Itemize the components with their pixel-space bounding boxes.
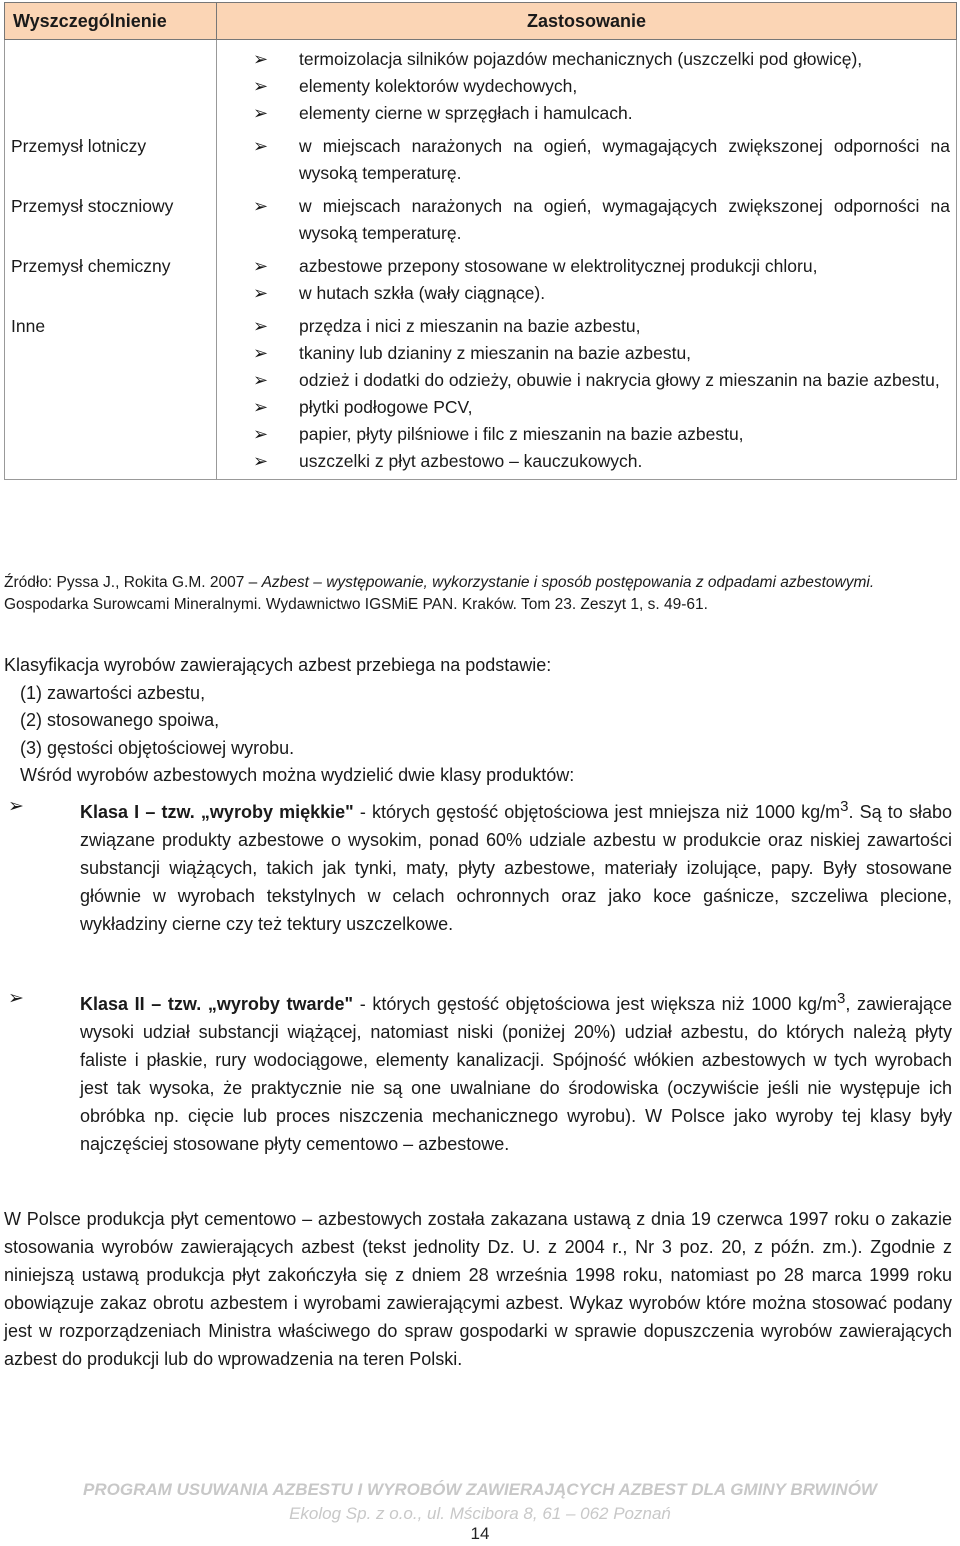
list-item <box>253 73 950 100</box>
list-item-text: termoizolacja silników pojazdów mechanicznych (uszczelki pod głowicę), <box>299 49 863 69</box>
class-2-paragraph <box>4 985 952 1158</box>
arrow-bullet-icon: ➢ <box>253 424 269 444</box>
classification-section <box>4 652 956 790</box>
table-row <box>5 40 957 128</box>
application-list <box>253 313 950 475</box>
application-list <box>253 253 950 307</box>
list-item-text: w hutach szkła (wały ciągnące). <box>299 283 546 303</box>
list-item-text: papier, płyty pilśniowe i filc z mieszanin na bazie azbestu, <box>299 424 744 444</box>
list-item <box>253 253 950 280</box>
list-item-text: odzież i dodatki do odzieży, obuwie i nakrycia głowy z mieszanin na bazie azbestu, <box>299 370 940 390</box>
list-item <box>253 133 950 187</box>
class-1-paragraph <box>4 793 952 938</box>
list-item-text: azbestowe przepony stosowane w elektrolitycznej produkcji chloru, <box>299 256 818 276</box>
arrow-bullet-icon: ➢ <box>253 49 269 69</box>
class-1-text-rest: . Są to słabo związane produkty azbestowe o wysokim, ponad 60% udziale azbestu w produkcie oraz niskiej zawartości substancji wiążących, takich jak tynki, maty, płyty azbestowe, materiały izolujące, papy. Były stosowane głównie w wyrobach tekstylnych w celach ochronnych oraz jako koce gaśnicze, szczeliwa plecione, wykładziny cierne czy też tektury uszczelkowe. <box>80 802 952 934</box>
header-cell-application: Zastosowanie <box>217 3 957 40</box>
arrow-bullet-icon: ➢ <box>253 256 269 276</box>
category-cell: Przemysł chemiczny <box>5 247 217 307</box>
list-item <box>253 313 950 340</box>
list-item <box>253 448 950 475</box>
arrow-bullet-icon: ➢ <box>253 343 269 363</box>
footer-company: Ekolog Sp. z o.o., ul. Mścibora 8, 61 – 062 Poznań <box>289 1504 671 1523</box>
table-row <box>5 307 957 480</box>
arrow-bullet-icon: ➢ <box>253 370 269 390</box>
page-footer <box>0 1478 960 1526</box>
list-item-text: przędza i nici z mieszanin na bazie azbestu, <box>299 316 641 336</box>
table-row <box>5 127 957 187</box>
list-item <box>253 193 950 247</box>
law-paragraph: W Polsce produkcja płyt cementowo – azbestowych została zakazana ustawą z dnia 19 czerwca 1997 roku o zakazie stosowania wyrobów zawierających azbest (tekst jednolity Dz. U. z 2004 r., Nr 3 poz. 20, z późn. zm.). Zgodnie z niniejszą ustawą produkcja płyt zakończyła się z dniem 28 września 1998 roku, natomiast po 28 marca 1999 roku obowiązuje zakaz obrotu azbestem i wyrobami zawierającymi azbest. Wykaz wyrobów które można stosować podany jest w rozporządzeniach Ministra właściwego do spraw gospodarki w sprawie dopuszczenia wyrobów zawierających azbest do produkcji lub do wprowadzenia na teren Polski. <box>4 1209 952 1369</box>
list-item-text: tkaniny lub dzianiny z mieszanin na bazie azbestu, <box>299 343 692 363</box>
criterion-item: (3) gęstości objętościowej wyrobu. <box>20 737 295 758</box>
arrow-bullet-icon: ➢ <box>253 103 269 123</box>
application-cell <box>217 187 957 247</box>
class-2-text: - których gęstość objętościowa jest większa niż 1000 kg/m <box>353 994 837 1014</box>
list-item <box>253 367 950 394</box>
table-row <box>5 247 957 307</box>
arrow-bullet-icon: ➢ <box>8 988 24 1009</box>
arrow-bullet-icon: ➢ <box>253 283 269 303</box>
list-item-text: uszczelki z płyt azbestowo – kauczukowych. <box>299 451 643 471</box>
source-title: Azbest – występowanie, wykorzystanie i sposób postępowania z odpadami azbestowymi. <box>261 574 875 591</box>
application-cell <box>217 247 957 307</box>
arrow-bullet-icon: ➢ <box>253 451 269 471</box>
list-item <box>253 280 950 307</box>
application-list <box>253 46 950 127</box>
list-item-text: elementy kolektorów wydechowych, <box>299 76 578 96</box>
application-cell <box>217 307 957 480</box>
list-item-text: płytki podłogowe PCV, <box>299 397 473 417</box>
list-item-text: w miejscach narażonych na ogień, wymagających zwiększonej odporności na wysoką temperaturę. <box>299 196 950 243</box>
arrow-bullet-icon: ➢ <box>253 76 269 96</box>
list-item <box>253 340 950 367</box>
application-list <box>253 193 950 247</box>
category-cell: Inne <box>5 307 217 480</box>
list-item <box>253 100 950 127</box>
source-details: Gospodarka Surowcami Mineralnymi. Wydawnictwo IGSMiE PAN. Kraków. Tom 23. Zeszyt 1, s. 49-61. <box>4 596 708 613</box>
category-cell: Przemysł lotniczy <box>5 127 217 187</box>
table-row <box>5 187 957 247</box>
footer-program-title: PROGRAM USUWANIA AZBESTU I WYROBÓW ZAWIERAJĄCYCH AZBEST DLA GMINY BRWINÓW <box>83 1480 877 1499</box>
classification-intro: Klasyfikacja wyrobów zawierających azbest przebiega na podstawie: <box>4 655 552 675</box>
category-cell <box>5 40 217 128</box>
arrow-bullet-icon: ➢ <box>253 136 269 156</box>
application-cell <box>217 40 957 128</box>
arrow-bullet-icon: ➢ <box>253 316 269 336</box>
page-number: 14 <box>470 1524 490 1543</box>
list-item-text: w miejscach narażonych na ogień, wymagających zwiększonej odporności na wysoką temperaturę. <box>299 136 950 183</box>
class-1-sup: 3 <box>840 798 849 815</box>
list-item <box>253 421 950 448</box>
source-citation <box>4 572 956 616</box>
list-item-text: elementy cierne w sprzęgłach i hamulcach. <box>299 103 633 123</box>
application-list <box>253 133 950 187</box>
category-cell: Przemysł stoczniowy <box>5 187 217 247</box>
arrow-bullet-icon: ➢ <box>253 397 269 417</box>
class-2-text-rest: , zawierające wysoki udział substancji wiążącej, natomiast niski (poniżej 20%) udział azbestu, do których należą płyty faliste i płaskie, rury wodociągowe, elementy kanalizacji. Spójność włókien azbestowych w tych wyrobach jest tak wysoka, że praktycznie nie są one uwalniane do środowiska (oczywiście jeśli nie występuje ich obróbka np. cięcie lub proces niszczenia mechanicznego wyrobu). W Polsce jako wyroby tej klasy były najczęściej stosowane płyty cementowo – azbestowe. <box>80 994 952 1154</box>
arrow-bullet-icon: ➢ <box>253 196 269 216</box>
application-cell <box>217 127 957 187</box>
asbestos-usage-table <box>4 2 957 480</box>
source-prefix: Źródło: Pyssa J., Rokita G.M. 2007 – <box>4 574 262 591</box>
arrow-bullet-icon: ➢ <box>8 796 24 817</box>
header-cell-category: Wyszczególnienie <box>5 3 217 40</box>
list-item <box>253 394 950 421</box>
class-1-title: Klasa I – tzw. „wyroby miękkie" <box>80 802 354 822</box>
criterion-item: (2) stosowanego spoiwa, <box>20 710 220 730</box>
class-2-sup: 3 <box>836 990 846 1007</box>
list-item <box>253 46 950 73</box>
table-header-row <box>5 3 957 40</box>
class-2-title: Klasa II – tzw. „wyroby twarde" <box>80 994 354 1014</box>
classes-intro: Wśród wyrobów azbestowych można wydzielić dwie klasy produktów: <box>20 765 575 785</box>
class-1-text: - których gęstość objętościowa jest mniejsza niż 1000 kg/m <box>353 802 841 822</box>
criterion-item: (1) zawartości azbestu, <box>20 682 206 703</box>
